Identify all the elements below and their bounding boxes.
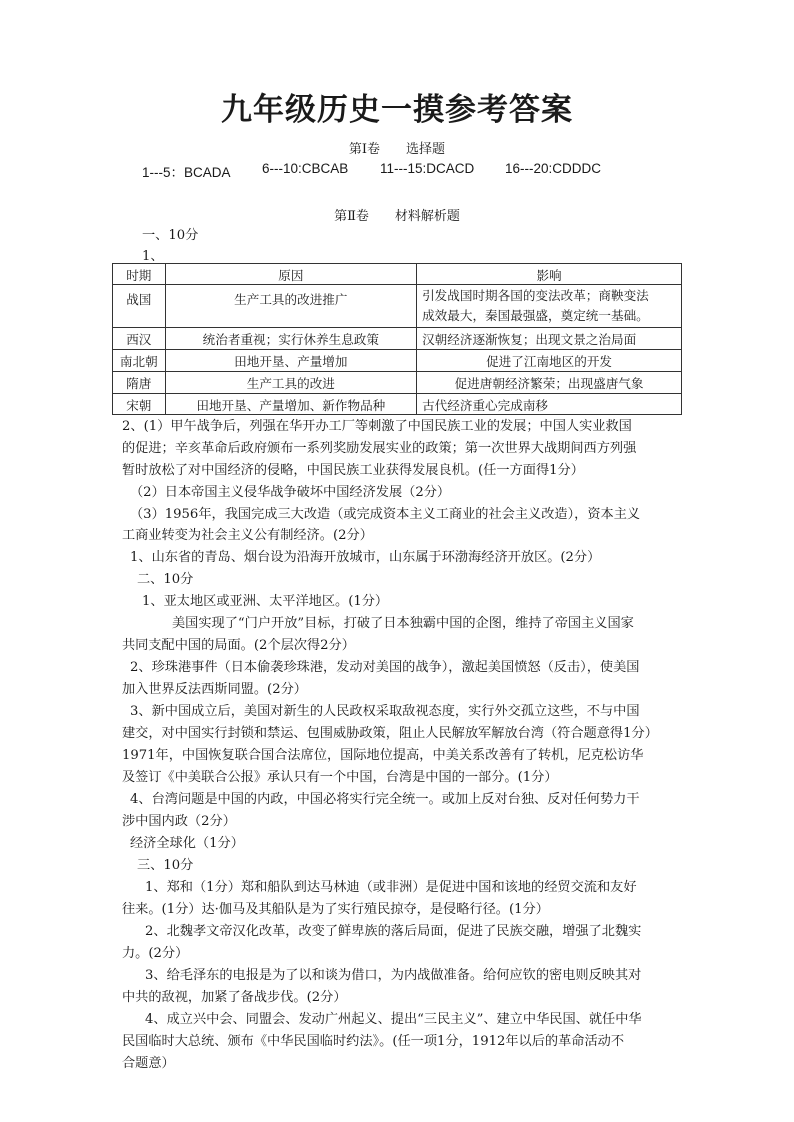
section-heading: 三、10分 (137, 858, 194, 873)
part1-heading: 第Ⅰ卷 选择题 (348, 142, 446, 157)
body-line: 3、给毛泽东的电报是为了以和谈为借口，为内战做准备。给何应钦的密电则反映其对 (145, 968, 642, 983)
header-period: 时期 (113, 264, 166, 285)
body-line: （2）日本帝国主义侵华战争破坏中国经济发展（2分） (130, 485, 451, 500)
cell-period: 隋唐 (113, 372, 166, 394)
cell-period: 南北朝 (113, 350, 166, 372)
cell-reason: 田地开垦、产量增加 (165, 350, 417, 372)
cell-period: 西汉 (113, 328, 166, 350)
cell-period: 战国 (113, 285, 166, 328)
cell-reason: 生产工具的改进 (165, 372, 417, 394)
body-line: 2、(1）甲午战争后，列强在华开办工厂等刺激了中国民族工业的发展；中国人实业救国 (122, 419, 632, 434)
table-header-row (113, 264, 682, 285)
body-line: 1、亚太地区或亚洲、太平洋地区。(1分） (142, 594, 389, 609)
section-heading: 二、10分 (137, 572, 194, 587)
answer-group-1: 1---5：BCADA (142, 165, 231, 180)
cell-period: 宋朝 (113, 394, 166, 415)
cell-reason: 统治者重视；实行休养生息政策 (165, 328, 417, 350)
cell-effect-line: 成效最大，秦国最强盛，奠定统一基础。 (422, 308, 649, 323)
body-line: 1971年，中国恢复联合国合法席位，国际地位提高，中美关系改善有了转机，尼克松访华 (122, 748, 644, 763)
answer-group-4: 16---20:CDDDC (505, 161, 602, 176)
body-line: 2、珍珠港事件（日本偷袭珍珠港，发动对美国的战争），激起美国愤怒（反击），使美国 (130, 660, 640, 675)
body-line: 建交，对中国实行封锁和禁运、包围威胁政策，阻止人民解放军解放台湾（符合题意得1分） (122, 726, 658, 741)
table-row (113, 372, 682, 394)
question1-sub-label: 1、 (142, 249, 164, 264)
body-line: 民国临时大总统、颁布《中华民国临时约法》。(任一项1分，1912年以后的革命活动不 (122, 1034, 625, 1049)
part2-heading: 第Ⅱ卷 材料解析题 (334, 209, 460, 224)
table-row (113, 328, 682, 350)
body-line: 合题意） (122, 1056, 175, 1071)
body-line: 暂时放松了对中国经济的侵略，中国民族工业获得发展良机。(任一方面得1分） (122, 463, 584, 478)
body-line: 涉中国内政（2分） (122, 814, 236, 829)
body-line: 共同支配中国的局面。(2个层次得2分） (122, 638, 355, 653)
body-line: （3）1956年，我国完成三大改造（或完成资本主义工商业的社会主义改造），资本主义 (130, 507, 641, 522)
header-reason: 原因 (165, 264, 417, 285)
cell-effect: 促进了江南地区的开发 (417, 350, 682, 372)
cell-effect (417, 285, 682, 328)
body-line: 工商业转变为社会主义公有制经济。(2分） (122, 528, 373, 543)
question1-label: 一、10分 (142, 228, 199, 243)
body-line: 经济全球化（1分） (130, 836, 244, 851)
body-line: 加入世界反法西斯同盟。(2分） (122, 682, 307, 697)
body-line: 的促进；辛亥革命后政府颁布一系列奖励发展实业的政策；第一次世界大战期间西方列强 (122, 441, 637, 456)
answer-group-3: 11---15:DCACD (380, 161, 475, 176)
cell-reason: 田地开垦、产量增加、新作物品种 (165, 394, 417, 415)
body-line: 3、新中国成立后，美国对新生的人民政权采取敌视态度，实行外交孤立这些，不与中国 (130, 704, 640, 719)
history-table (112, 263, 682, 415)
cell-effect-line: 引发战国时期各国的变法改革；商鞅变法 (422, 288, 649, 303)
body-line: 4、成立兴中会、同盟会、发动广州起义、提出“三民主义”、建立中华民国、就任中华 (145, 1012, 642, 1027)
cell-reason: 生产工具的改进推广 (165, 285, 417, 328)
body-line: 4、台湾问题是中国的内政，中国必将实行完全统一。或加上反对台独、反对任何势力干 (130, 792, 640, 807)
answer-group-2: 6---10:CBCAB (262, 161, 349, 176)
header-effect: 影响 (417, 264, 682, 285)
body-line: 美国实现了“门户开放”目标，打破了日本独霸中国的企图，维持了帝国主义国家 (172, 616, 634, 631)
body-line: 2、北魏孝文帝汉化改革，改变了鲜卑族的落后局面，促进了民族交融，增强了北魏实 (145, 924, 642, 939)
body-line: 1、山东省的青岛、烟台设为沿海开放城市，山东属于环渤海经济开放区。(2分） (130, 550, 601, 565)
body-line: 及签订《中美联合公报》承认只有一个中国，台湾是中国的一部分。(1分） (122, 770, 558, 785)
body-line: 1、郑和（1分）郑和船队到达马林迪（或非洲）是促进中国和该地的经贸交流和友好 (145, 880, 637, 895)
cell-effect: 古代经济重心完成南移 (417, 394, 682, 415)
table-row (113, 350, 682, 372)
body-line: 往来。(1分）达·伽马及其船队是为了实行殖民掠夺，是侵略行径。(1分） (122, 902, 549, 917)
table-row (113, 285, 682, 328)
page-title: 九年级历史一摸参考答案 (221, 92, 573, 128)
body-line: 力。(2分） (122, 946, 189, 961)
cell-effect: 促进唐朝经济繁荣；出现盛唐气象 (417, 372, 682, 394)
table-row (113, 394, 682, 415)
body-line: 中共的敌视，加紧了备战步伐。(2分） (122, 990, 347, 1005)
cell-effect: 汉朝经济逐渐恢复；出现文景之治局面 (417, 328, 682, 350)
